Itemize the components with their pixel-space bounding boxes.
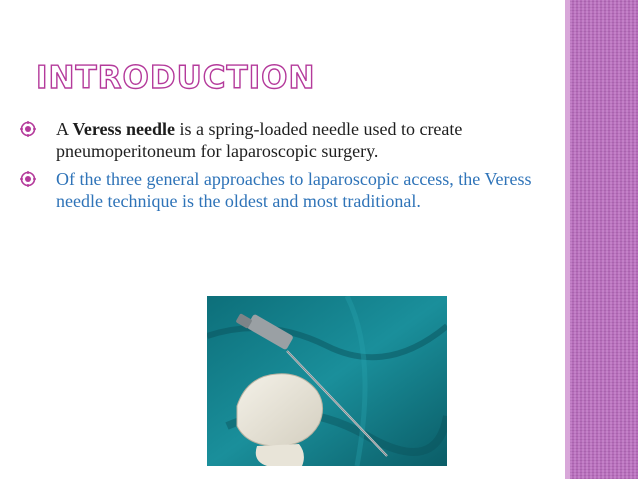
- target-bullet-icon: [20, 171, 36, 187]
- gloved-hand: [237, 374, 323, 446]
- bullet-1-seg-c: is a spring-loaded needle used to create pneumoperitoneum for laparoscopic surgery.: [56, 119, 463, 161]
- side-decorative-band: [570, 0, 638, 479]
- bullet-item-2: [20, 168, 540, 212]
- target-bullet-icon: [20, 121, 36, 137]
- bullet-1-bold-term: Veress needle: [72, 119, 176, 139]
- slide-title: INTRODUCTION: [36, 60, 316, 96]
- bullet-item-1: [20, 118, 540, 162]
- bullet-text-2: Of the three general approaches to laparoscopic access, the Veress needle technique is the oldest and most traditional.: [56, 169, 532, 211]
- veress-needle-photo: [207, 296, 447, 466]
- bullet-list: [20, 118, 540, 218]
- photo-illustration: [207, 296, 447, 466]
- bullet-1-seg-a: A: [56, 119, 73, 139]
- bullet-text-1: [56, 119, 462, 161]
